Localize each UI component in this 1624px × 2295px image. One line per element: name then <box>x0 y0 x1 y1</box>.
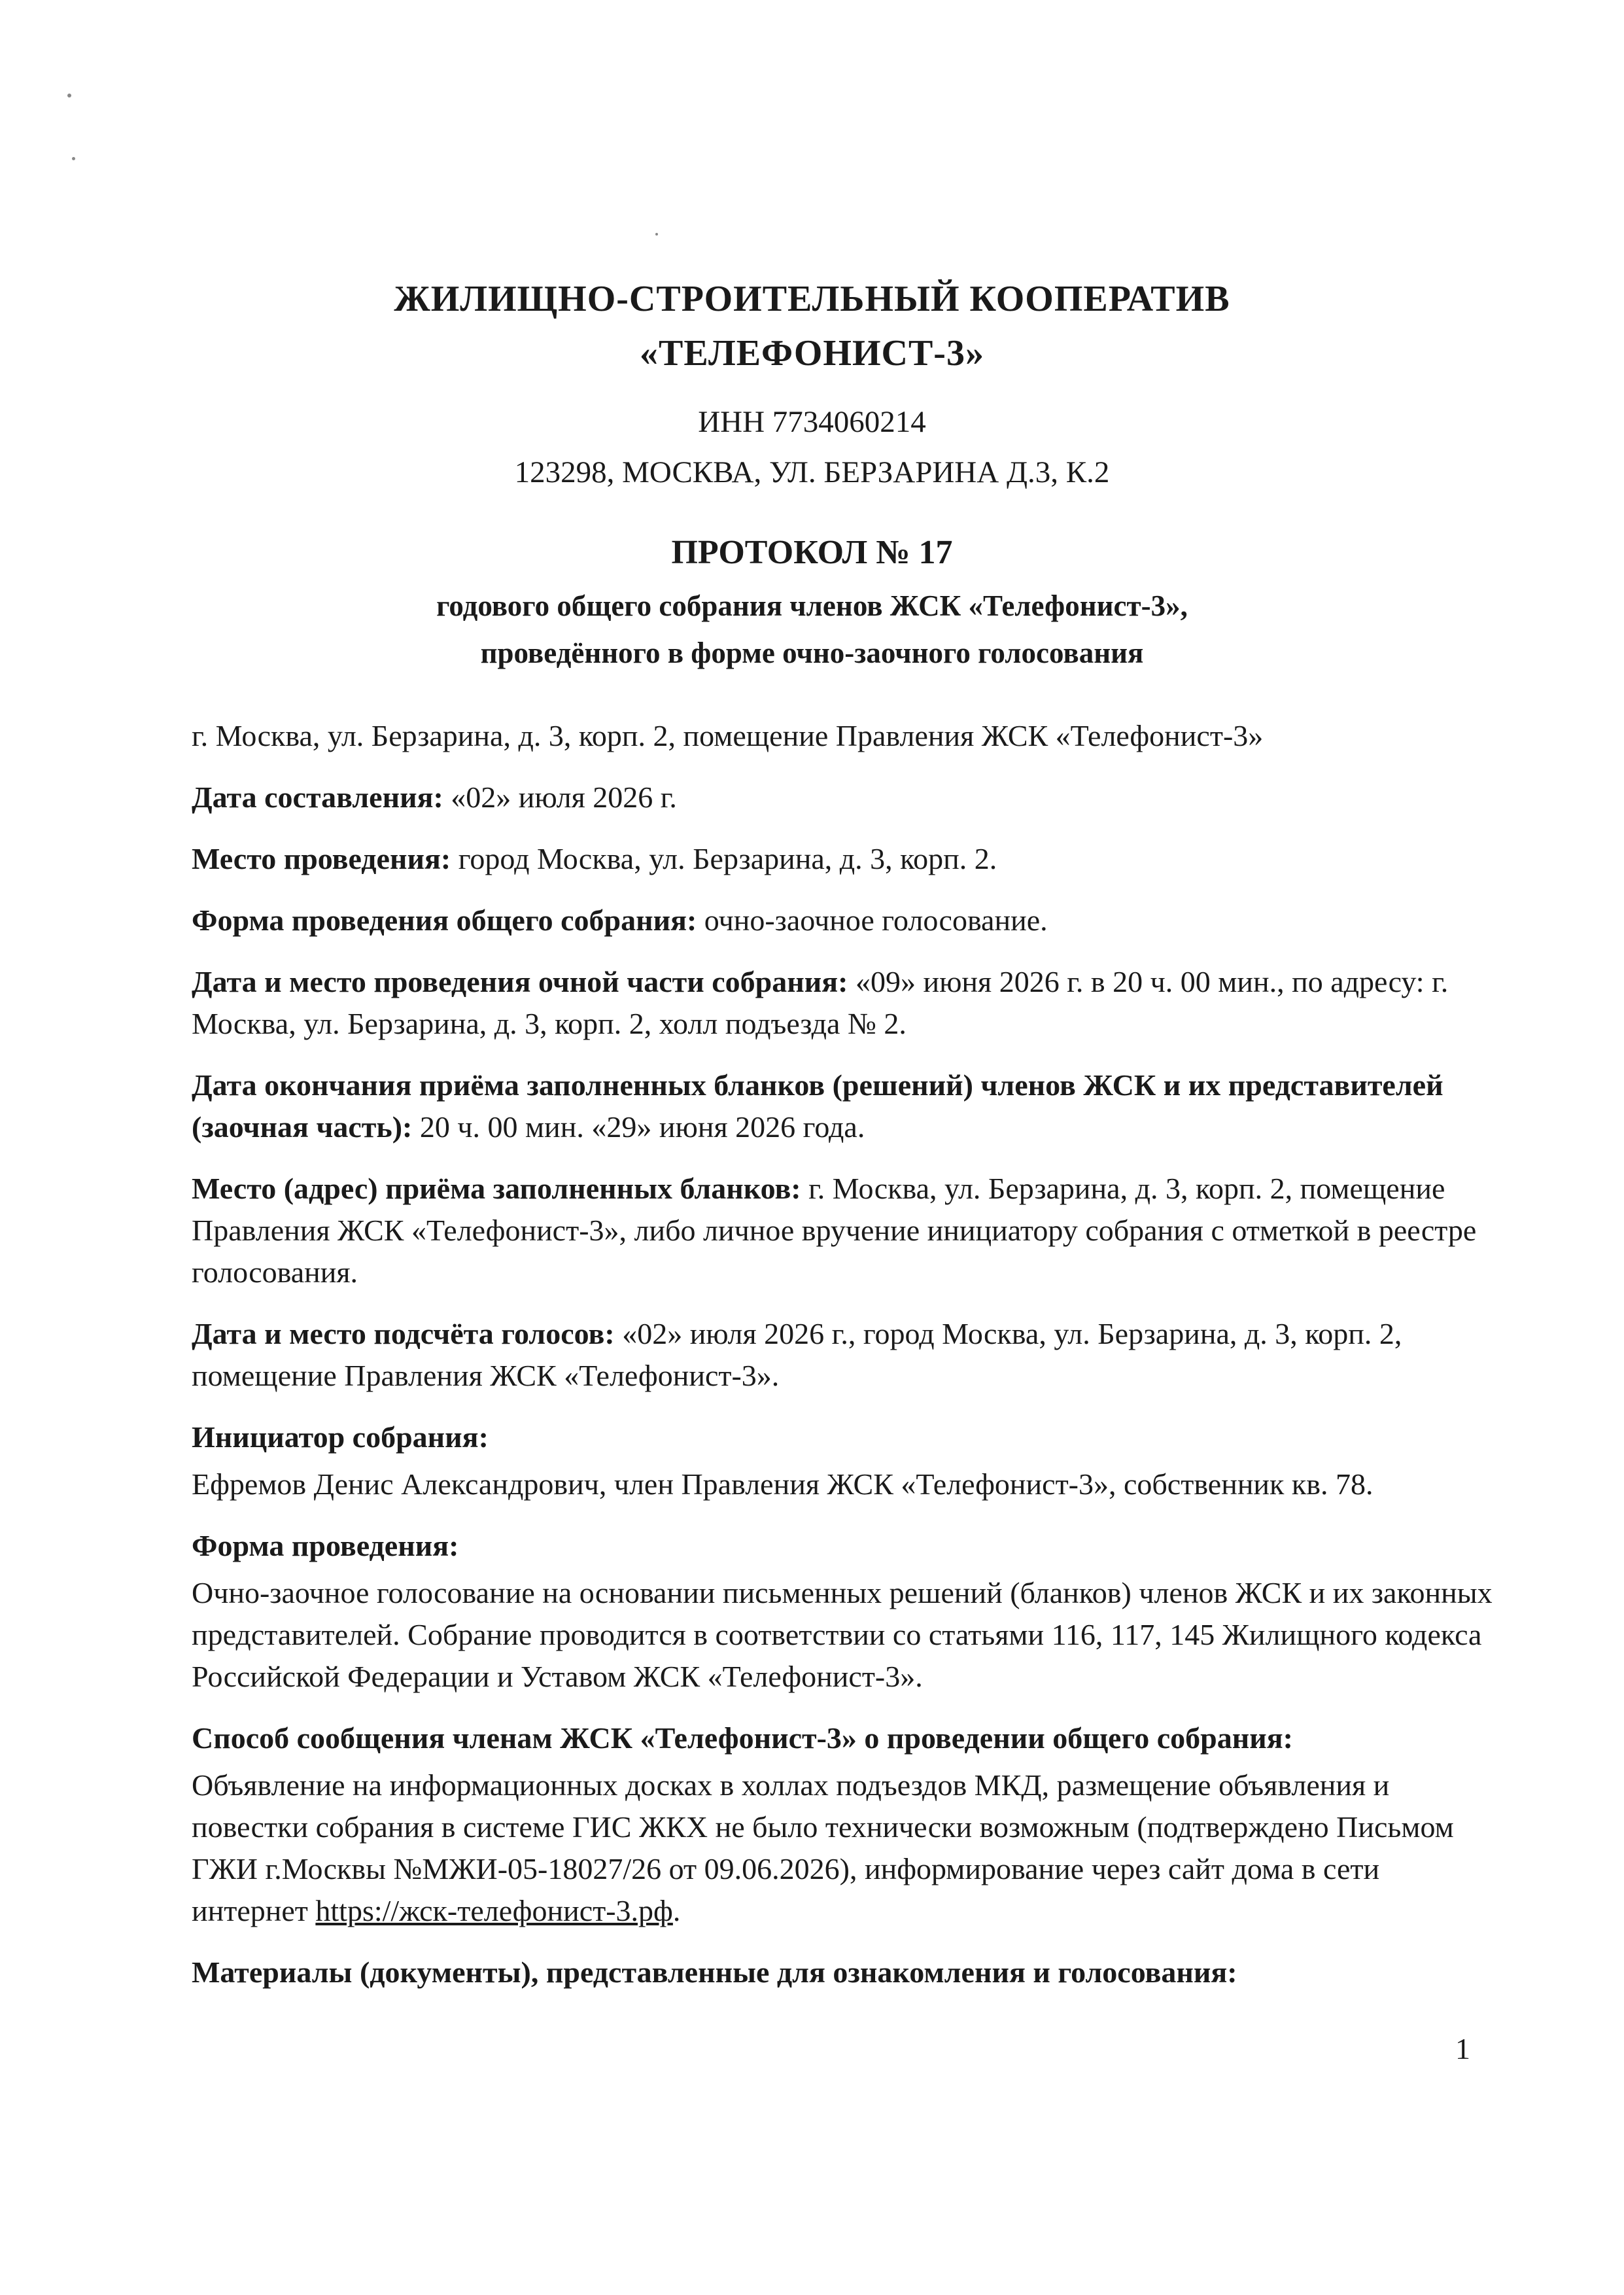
initiator-value: Ефремов Денис Александрович, член Правления ЖСК «Телефонист-3», собственник кв. 78. <box>192 1467 1373 1501</box>
form2-label: Форма проведения: <box>192 1529 459 1562</box>
protocol-body <box>192 715 1493 2013</box>
scan-speck <box>67 94 71 97</box>
place-value: город Москва, ул. Берзарина, д. 3, корп. 2. <box>451 842 997 875</box>
location-line: г. Москва, ул. Берзарина, д. 3, корп. 2, помещение Правления ЖСК «Телефонист-3» <box>192 719 1264 752</box>
organization-address: 123298, МОСКВА, УЛ. БЕРЗАРИНА Д.3, К.2 <box>514 455 1110 489</box>
protocol-title: ПРОТОКОЛ № 17 <box>671 534 953 571</box>
protocol-subtitle-line1: годового общего собрания членов ЖСК «Телефонист-3», <box>436 589 1188 622</box>
deadline-paragraph <box>192 1064 1493 1148</box>
website-link[interactable]: https://жск-телефонист-3.рф <box>315 1894 673 1927</box>
reception-label: Место (адрес) приёма заполненных бланков: <box>192 1172 801 1205</box>
reception-paragraph <box>192 1168 1493 1293</box>
organization-inn: ИНН 7734060214 <box>698 405 926 439</box>
count-paragraph <box>192 1313 1493 1397</box>
scan-speck <box>655 233 658 236</box>
notice-paragraph <box>192 1764 1493 1932</box>
inperson-paragraph <box>192 961 1493 1045</box>
materials-label: Материалы (документы), представленные для ознакомления и голосования: <box>192 1955 1237 1989</box>
inperson-value: «09» июня 2026 г. в 20 ч. 00 мин., по адресу: г. Москва, ул. Берзарина, д. 3, корп. 2, холл подъезда № 2. <box>192 965 1449 1040</box>
deadline-label: Дата окончания приёма заполненных бланков (решений) членов ЖСК и их представителей (заочная часть): <box>192 1068 1443 1144</box>
form-value: очно-заочное голосование. <box>697 903 1048 937</box>
reception-value: г. Москва, ул. Берзарина, д. 3, корп. 2, помещение Правления ЖСК «Телефонист-3», либо личное вручение инициатору собрания с отметкой в реестре голосования. <box>192 1172 1477 1289</box>
count-value: «02» июля 2026 г., город Москва, ул. Берзарина, д. 3, корп. 2, помещение Правления ЖСК «Телефонист-3». <box>192 1317 1402 1392</box>
date-label: Дата составления: <box>192 780 443 814</box>
inperson-label: Дата и место проведения очной части собрания: <box>192 965 848 998</box>
count-label: Дата и место подсчёта голосов: <box>192 1317 615 1350</box>
form-paragraph <box>192 900 1493 941</box>
organization-name-line1: ЖИЛИЩНО-СТРОИТЕЛЬНЫЙ КООПЕРАТИВ <box>394 279 1230 319</box>
initiator-label: Инициатор собрания: <box>192 1420 489 1454</box>
organization-name-line2: «ТЕЛЕФОНИСТ-3» <box>640 333 984 374</box>
date-paragraph <box>192 777 1493 818</box>
page-number: 1 <box>1455 2032 1470 2065</box>
form-label: Форма проведения общего собрания: <box>192 903 697 937</box>
deadline-value: 20 ч. 00 мин. «29» июня 2026 года. <box>412 1110 865 1144</box>
notice-end: . <box>672 1894 681 1927</box>
date-value: «02» июля 2026 г. <box>443 780 677 814</box>
notice-label: Способ сообщения членам ЖСК «Телефонист-3» о проведении общего собрания: <box>192 1721 1293 1755</box>
scan-speck <box>72 157 75 160</box>
protocol-subtitle-line2: проведённого в форме очно-заочного голосования <box>480 637 1144 669</box>
form2-value: Очно-заочное голосование на основании письменных решений (бланков) членов ЖСК и их законных представителей. Собрание проводится в соответствии со статьями 116, 117, 145 Жилищного кодекса Российской Федерации и Уставом ЖСК «Телефонист-3». <box>192 1576 1493 1693</box>
place-label: Место проведения: <box>192 842 451 875</box>
notice-value: Объявление на информационных досках в холлах подъездов МКД, размещение объявления и повестки собрания в системе ГИС ЖКХ не было технически возможным (подтверждено Письмом ГЖИ г.Москвы №МЖИ-05-18027/26 от 09.06.2026), информирование через сайт дома в сети интернет <box>192 1768 1454 1927</box>
place-paragraph <box>192 838 1493 880</box>
